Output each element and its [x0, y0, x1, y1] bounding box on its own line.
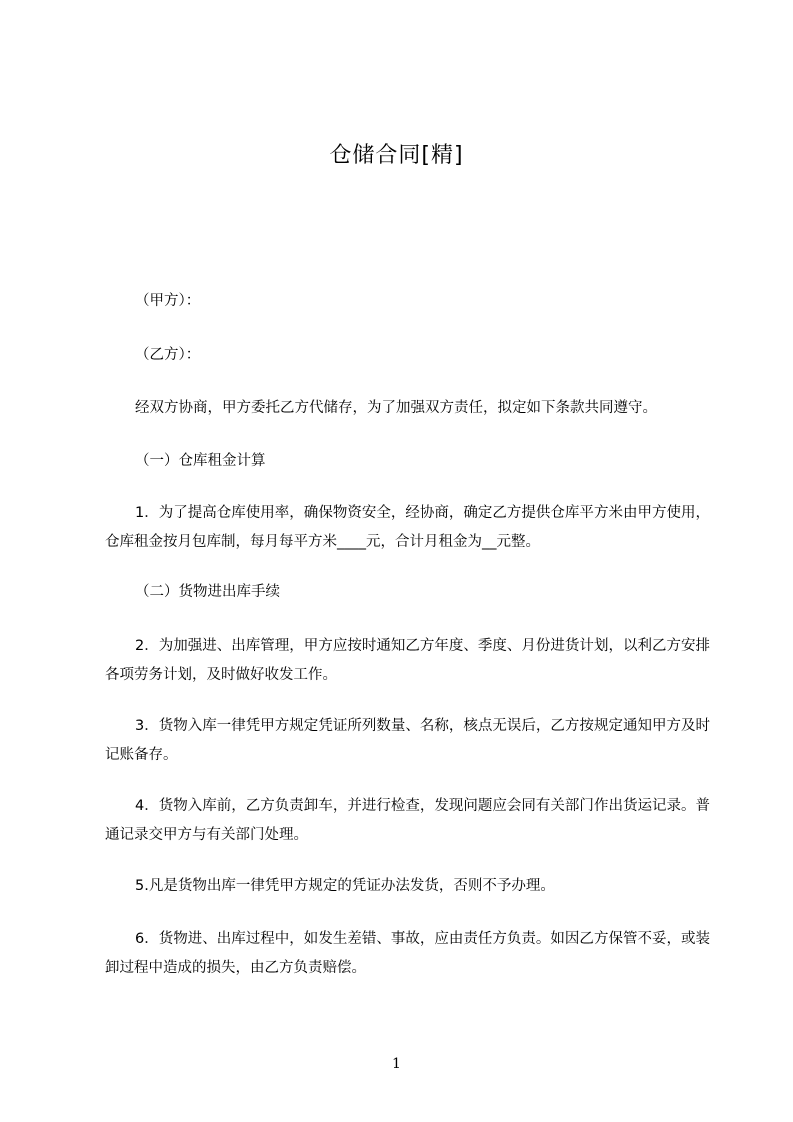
clause-4: 4．货物入库前，乙方负责卸车，并进行检查，发现问题应会同有关部门作出货运记录。普通记录交甲方与有关部门处理。 — [105, 798, 710, 843]
party-a-line: （甲方）： — [135, 293, 201, 309]
clause-6: 6．货物进、出库过程中，如发生差错、事故，应由责任方负责。如因乙方保管不妥，或装卸过程中造成的损失，由乙方负责赔偿。 — [105, 931, 710, 976]
document-title: 仓储合同[精] — [329, 143, 464, 168]
section-heading-rent: （一）仓库租金计算 — [135, 453, 266, 469]
section-heading-procedures: （二）货物进出库手续 — [135, 584, 280, 600]
party-b-line: （乙方）： — [135, 347, 201, 363]
clause-1: 1．为了提高仓库使用率，确保物资安全，经协商，确定乙方提供仓库平方米由甲方使用，仓库租金按月包库制，每月每平方米____元，合计月租金为__元整。 — [105, 505, 710, 550]
clause-2: 2．为加强进、出库管理，甲方应按时通知乙方年度、季度、月份进货计划，以利乙方安排各项劳务计划，及时做好收发工作。 — [105, 638, 710, 683]
clause-5: 5.凡是货物出库一律凭甲方规定的凭证办法发货，否则不予办理。 — [135, 878, 555, 894]
clause-3: 3．货物入库一律凭甲方规定凭证所列数量、名称，核点无误后，乙方按规定通知甲方及时记账备存。 — [105, 718, 710, 763]
preamble-paragraph: 经双方协商，甲方委托乙方代储存，为了加强双方责任，拟定如下条款共同遵守。 — [135, 400, 657, 416]
page-number: 1 — [392, 1056, 401, 1072]
